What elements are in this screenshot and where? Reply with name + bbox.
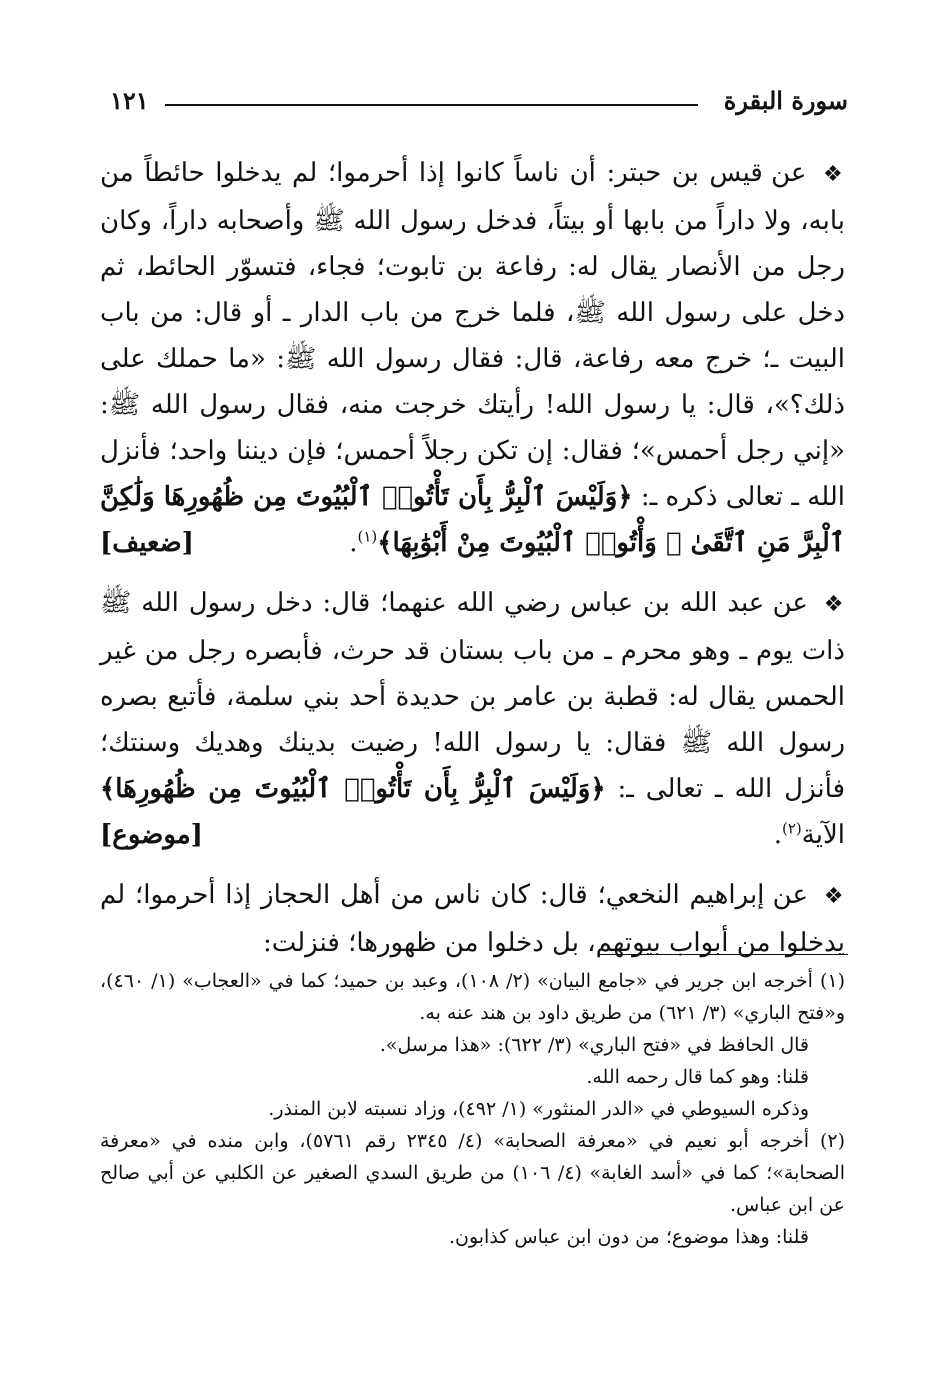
bullet-icon: ❖ <box>823 884 845 909</box>
footnote-ref-1[interactable]: (١) <box>357 527 378 546</box>
footnote-1-line-3: قلنا: وهو كما قال رحمه الله. <box>586 1066 809 1088</box>
footnote-1 <box>100 965 845 1029</box>
footnote-1-number: (١) <box>819 970 846 992</box>
footnote-2 <box>100 1125 845 1221</box>
footnote-1-text: أخرجه ابن جرير في «جامع البيان» (٢/ ١٠٨)، وعبد بن حميد؛ كما في «العجاب» (١/ ٤٦٠)، و«فتح الباري» (٣/ ٦٢١) من طريق داود بن هند عنه به. <box>100 970 845 1024</box>
bullet-icon: ❖ <box>823 592 845 617</box>
bullet-icon: ❖ <box>822 162 845 187</box>
paragraph-1-end: . <box>349 528 358 558</box>
footnote-1-line-4: وذكره السيوطي في «الدر المنثور» (١/ ٤٩٢)، وزاد نسبته لابن المنذر. <box>268 1098 809 1120</box>
paragraph-3 <box>100 872 845 966</box>
quran-verse-2: ﴿وَلَيْسَ ٱلْبِرُّ بِأَن تَأْتُوا۟ ٱلْبُيُوتَ مِن ظُهُورِهَا﴾ <box>100 774 606 804</box>
footnotes <box>100 965 845 1253</box>
grade-badge-1: [ضعيف] <box>100 528 194 558</box>
chapter-title: سورة البقرة <box>723 86 848 115</box>
paragraph-2 <box>100 580 845 858</box>
paragraph-3-text: عن إبراهيم النخعي؛ قال: كان ناس من أهل الحجاز إذا أحرموا؛ لم يدخلوا من أبواب بيوتهم، بل دخلوا من ظهورها؛ فنزلت: <box>100 880 845 958</box>
paragraph-2-text: عن عبد الله بن عباس رضي الله عنهما؛ قال: دخل رسول الله ﷺ ذات يوم ـ وهو محرم ـ من باب بستان قد حرث، فأبصره رجل من غير الحمس يقال له: قطبة بن عامر بن حديدة أحد بني سلمة، فأتبع بصره رسول الله ﷺ فقال: يا رسول الله! رضيت بدينك وهديك وسنتك؛ فأنزل الله ـ تعالى ـ: <box>100 588 845 804</box>
verse-after-label: الآية <box>801 820 845 850</box>
page-number: ١٢١ <box>110 86 149 115</box>
running-header <box>110 86 848 126</box>
footnote-2-line-2: قلنا: وهذا موضوع؛ من دون ابن عباس كذابون. <box>448 1226 809 1248</box>
header-rule <box>165 104 698 106</box>
paragraph-1 <box>100 150 845 566</box>
main-text <box>100 150 845 980</box>
footnote-1-line-2: قال الحافظ في «فتح الباري» (٣/ ٦٢٢): «هذا مرسل». <box>379 1034 809 1056</box>
footnote-ref-2[interactable]: (٢) <box>781 819 802 838</box>
footnote-2-number: (٢) <box>819 1130 846 1152</box>
grade-badge-2: [موضوع] <box>100 820 203 850</box>
paragraph-1-text: عن قيس بن حبتر: أن ناساً كانوا إذا أحرموا؛ لم يدخلوا حائطاً من بابه، ولا داراً من بابها أو بيتاً، فدخل رسول الله ﷺ وأصحابه داراً، وكان رجل من الأنصار يقال له: رفاعة بن تابوت؛ فجاء، فتسوّر الحائط، ثم دخل على رسول الله ﷺ، فلما خرج من باب الدار ـ أو قال: من باب البيت ـ؛ خرج معه رفاعة، قال: فقال رسول الله ﷺ: «ما حملك على ذلك؟»، قال: يا رسول الله! رأيتك خرجت منه، فقال رسول الله ﷺ: «إني رجل أحمس»؛ فقال: إن تكن رجلاً أحمس؛ فإن ديننا واحد؛ فأنزل الله ـ تعالى ذكره ـ: <box>100 158 845 512</box>
quran-verse-1: ﴿وَلَيْسَ ٱلْبِرُّ بِأَن تَأْتُوا۟ ٱلْبُيُوتَ مِن ظُهُورِهَا وَلَٰكِنَّ ٱلْبِرَّ مَنِ ٱتَّقَىٰ ۗ وَأْتُوا۟ ٱلْبُيُوتَ مِنْ أَبْوَٰبِهَا﴾ <box>100 482 845 558</box>
footnote-separator <box>600 954 848 955</box>
footnote-2-text: أخرجه أبو نعيم في «معرفة الصحابة» (٤/ ٢٣٤٥ رقم ٥٧٦١)، وابن منده في «معرفة الصحابة»؛ كما في «أسد الغابة» (٤/ ١٠٦) من طريق السدي الصغير عن الكلبي عن أبي صالح عن ابن عباس. <box>100 1130 845 1216</box>
paragraph-2-end: . <box>773 820 782 850</box>
